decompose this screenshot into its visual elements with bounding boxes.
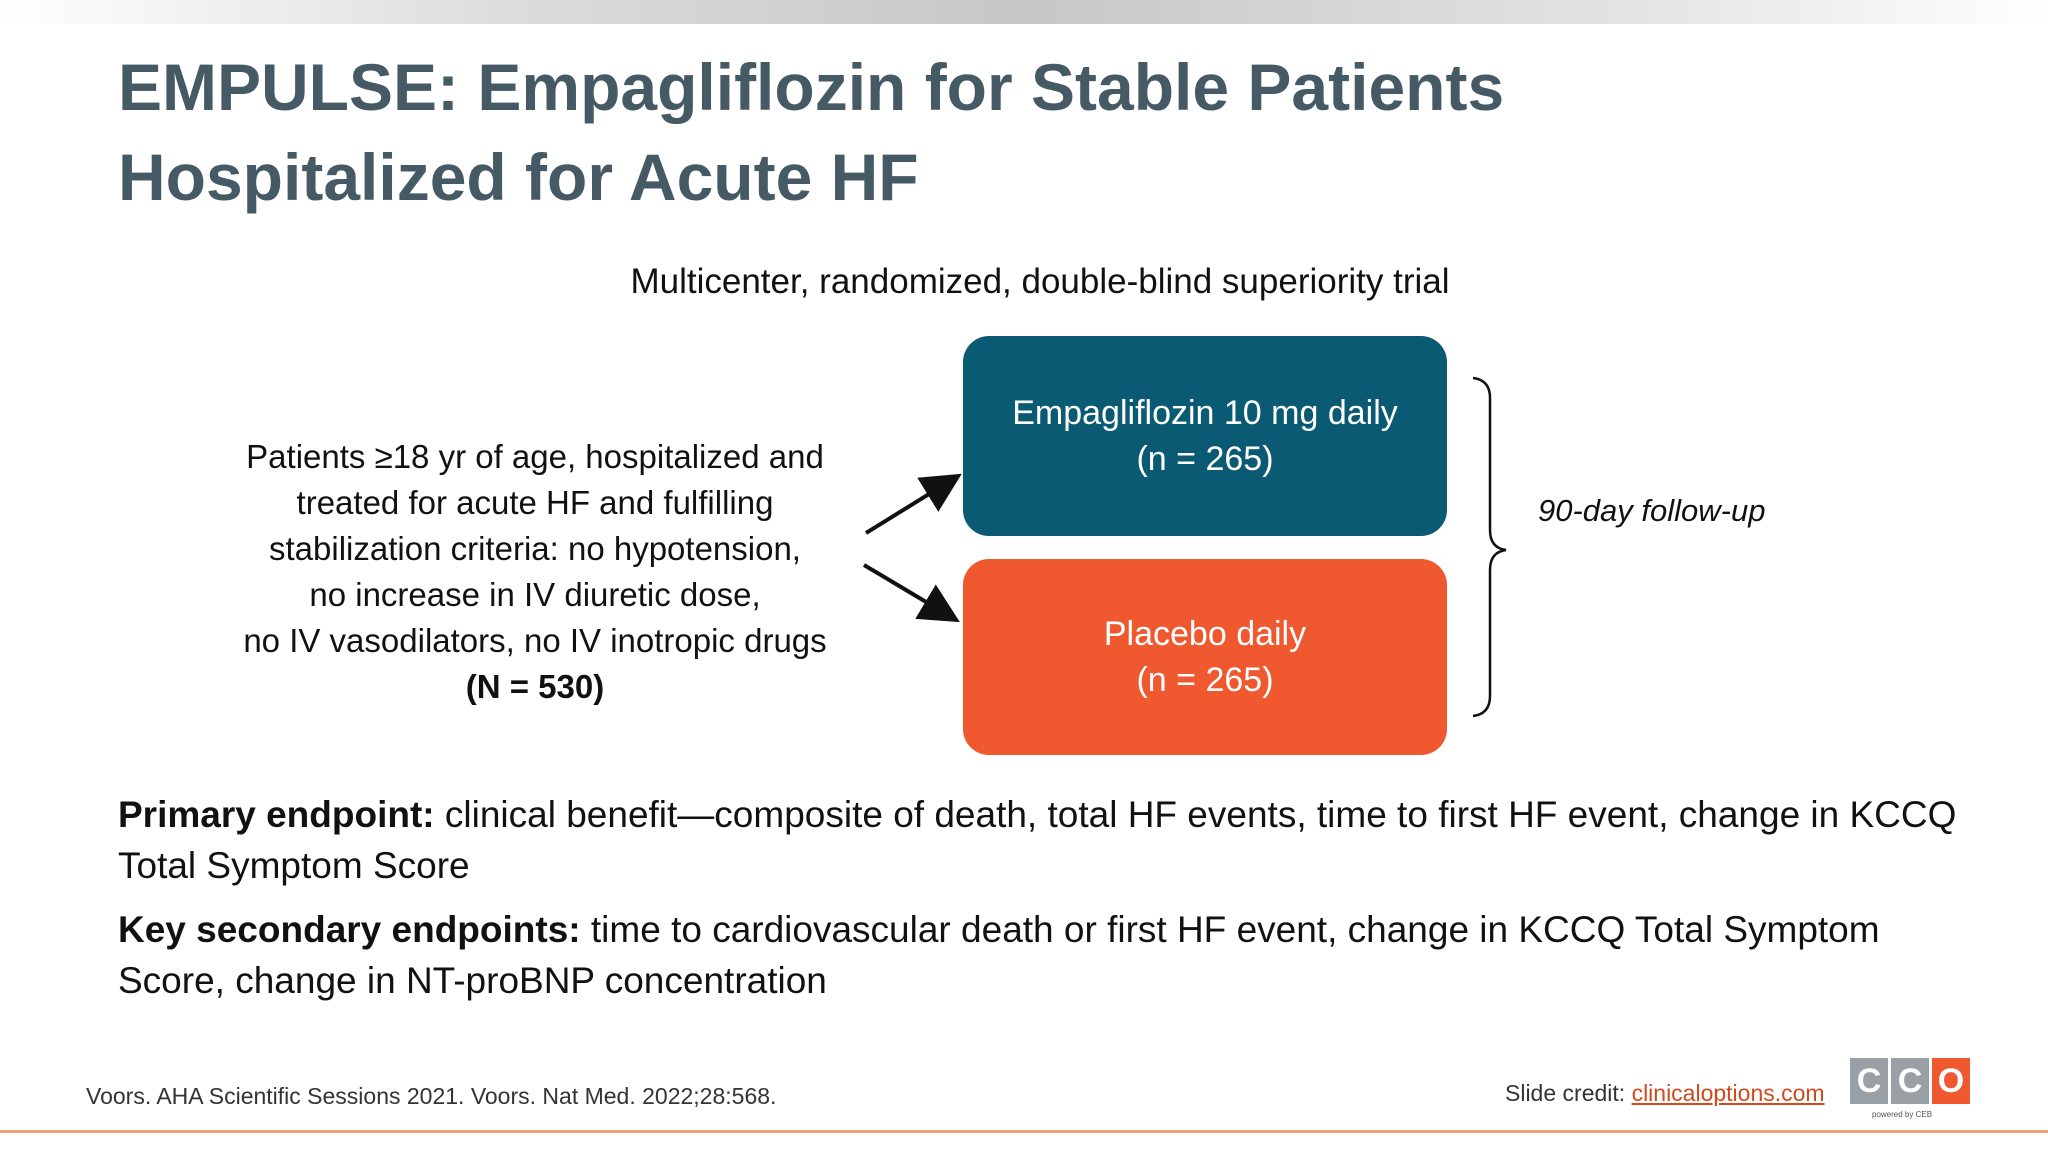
cco-logo (1850, 1058, 1974, 1128)
logo-letter: C (1891, 1058, 1929, 1104)
follow-up-label: 90-day follow-up (1538, 493, 1766, 528)
arm-n: (n = 265) (1136, 440, 1274, 478)
title-line-1: EMPULSE: Empagliflozin for Stable Patients (118, 50, 1505, 124)
placebo-arm-box (963, 559, 1447, 755)
primary-endpoint-label: Primary endpoint: (118, 794, 435, 835)
criteria-line: treated for acute HF and fulfilling (296, 484, 774, 521)
total-enrollment: (N = 530) (465, 668, 605, 705)
logo-letter: O (1932, 1058, 1970, 1104)
primary-endpoint-text: clinical benefit—composite of death, total HF events, time to first HF event, change in KCCQ Total Symptom Score (118, 794, 1957, 886)
arm-label: Placebo daily (1103, 615, 1307, 653)
secondary-endpoints (118, 904, 1958, 1006)
credit-label: Slide credit: (1505, 1080, 1632, 1106)
criteria-line: no IV vasodilators, no IV inotropic drugs (243, 622, 827, 659)
slide-credit (1505, 1080, 1825, 1107)
logo-letter: C (1850, 1058, 1888, 1104)
follow-up-brace (1473, 378, 1506, 716)
bottom-divider (0, 1130, 2048, 1133)
credit-link[interactable]: clinicaloptions.com (1631, 1080, 1825, 1106)
eligibility-criteria (200, 434, 870, 710)
empagliflozin-arm-box (963, 336, 1447, 536)
secondary-endpoints-text: time to cardiovascular death or first HF event, change in KCCQ Total Symptom Score, change in NT-proBNP concentration (118, 909, 1880, 1001)
slide-title (118, 42, 1718, 222)
criteria-line: no increase in IV diuretic dose, (309, 576, 761, 613)
arm-label: Empagliflozin 10 mg daily (1012, 394, 1398, 432)
criteria-line: Patients ≥18 yr of age, hospitalized and (246, 438, 824, 475)
logo-powered-by: powered by CEB (1872, 1110, 1933, 1119)
reference-citation: Voors. AHA Scientific Sessions 2021. Voors. Nat Med. 2022;28:568. (86, 1083, 777, 1109)
arrow-to-drug-arm (866, 478, 955, 533)
arm-n: (n = 265) (1136, 661, 1274, 699)
arrow-to-placebo-arm (864, 565, 953, 618)
primary-endpoint (118, 789, 1958, 891)
criteria-line: stabilization criteria: no hypotension, (269, 530, 801, 567)
secondary-endpoints-label: Key secondary endpoints: (118, 909, 581, 950)
top-gradient-bar (0, 0, 2048, 24)
trial-design-subtitle: Multicenter, randomized, double-blind superiority trial (630, 262, 1450, 301)
title-line-2: Hospitalized for Acute HF (118, 140, 919, 214)
